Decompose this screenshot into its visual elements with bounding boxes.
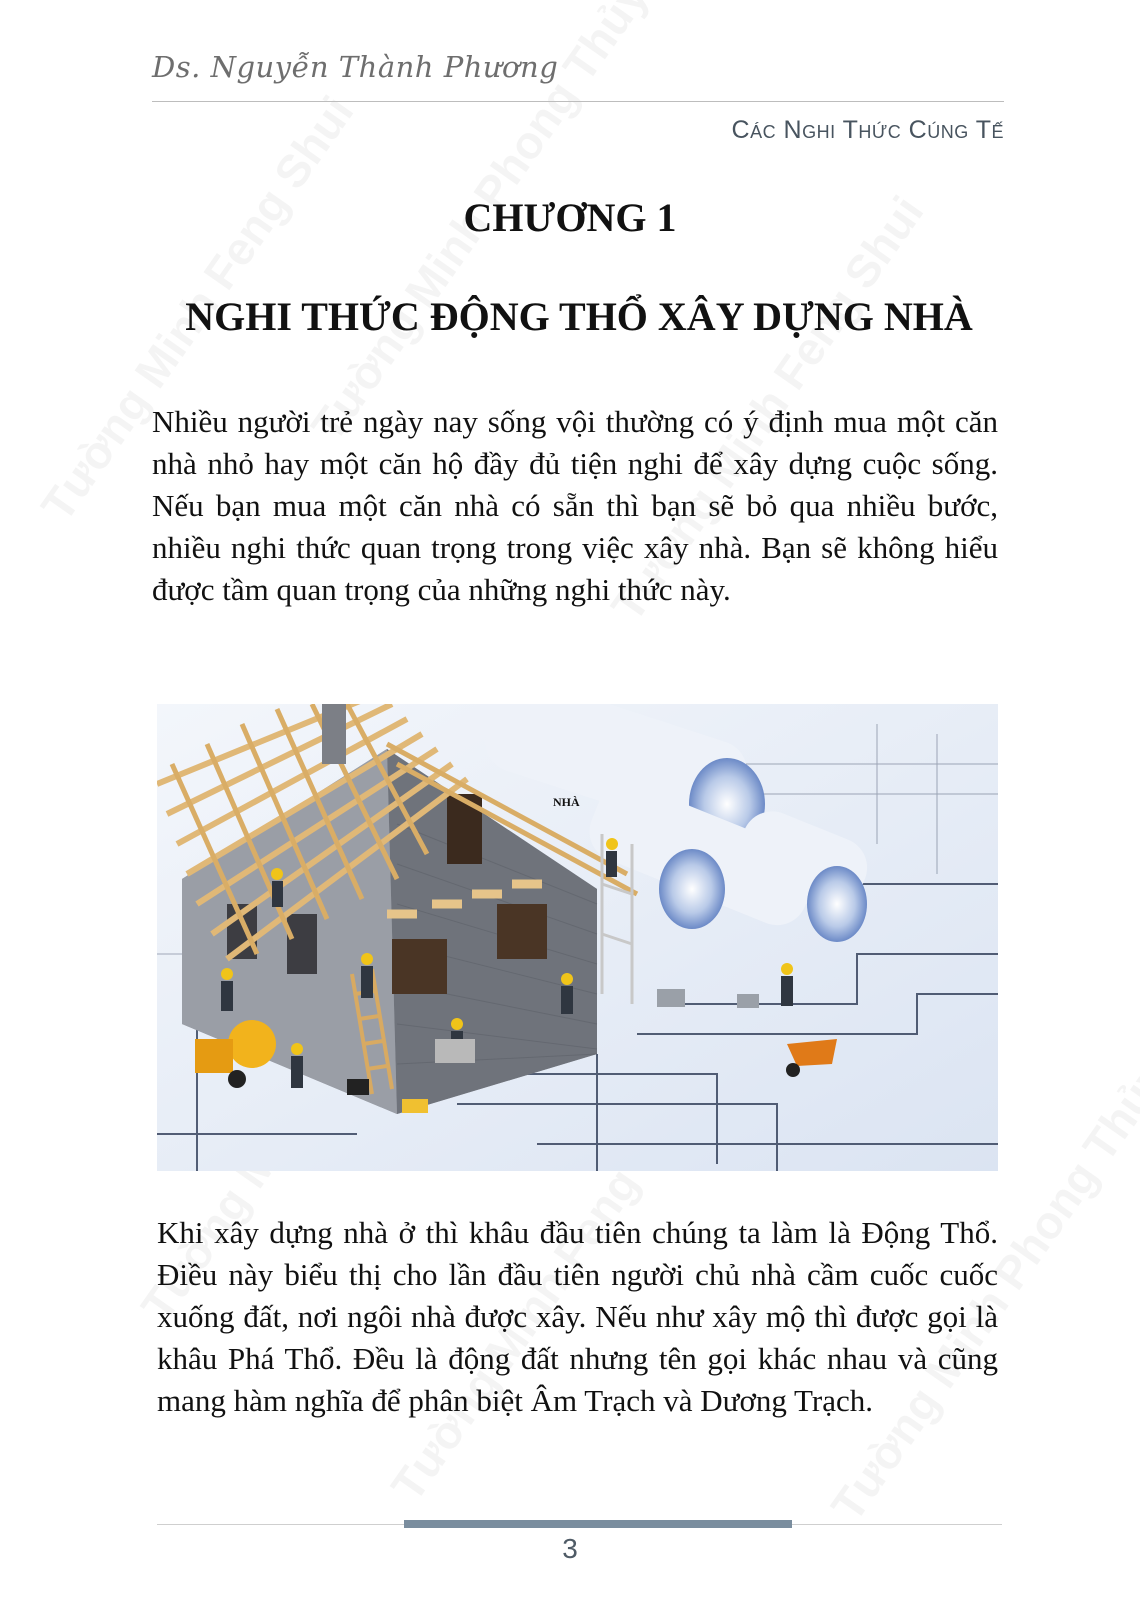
page-number: 3: [562, 1533, 578, 1564]
chapter-number: CHƯƠNG 1: [463, 195, 677, 240]
book-title: Các Nghi Thức Cúng Tế: [731, 116, 1004, 144]
paragraph-dong-tho: Khi xây dựng nhà ở thì khâu đầu tiên chúng ta làm là Động Thổ. Điều này biểu thị cho lần đầu tiên người chủ nhà cầm cuốc cuốc xuống đất, nơi ngôi nhà được xây. Nếu như xây mộ thì được gọi là khâu Phá Thổ. Đều là động đất nhưng tên gọi khác nhau và cũng mang hàm nghĩa để phân biệt Âm Trạch và Dương Trạch.: [157, 1215, 998, 1418]
construction-illustration: [157, 704, 998, 1171]
paragraph-intro: Nhiều người trẻ ngày nay sống vội thường có ý định mua một căn nhà nhỏ hay một căn hộ đầy đủ tiện nghi để xây dựng cuộc sống. Nếu bạn mua một căn nhà có sẵn thì bạn sẽ bỏ qua nhiều bước, nhiều nghi thức quan trọng trong việc xây nhà. Bạn sẽ không hiểu được tầm quan trọng của những nghi thức này.: [152, 404, 998, 607]
chapter-title: NGHI THỨC ĐỘNG THỔ XÂY DỰNG NHÀ: [185, 294, 973, 339]
figure-label: NHÀ: [553, 795, 580, 809]
footer-accent-bar: [404, 1520, 792, 1528]
author-name: Ds. Nguyễn Thành Phương: [152, 50, 559, 84]
header-divider: [152, 101, 1004, 102]
